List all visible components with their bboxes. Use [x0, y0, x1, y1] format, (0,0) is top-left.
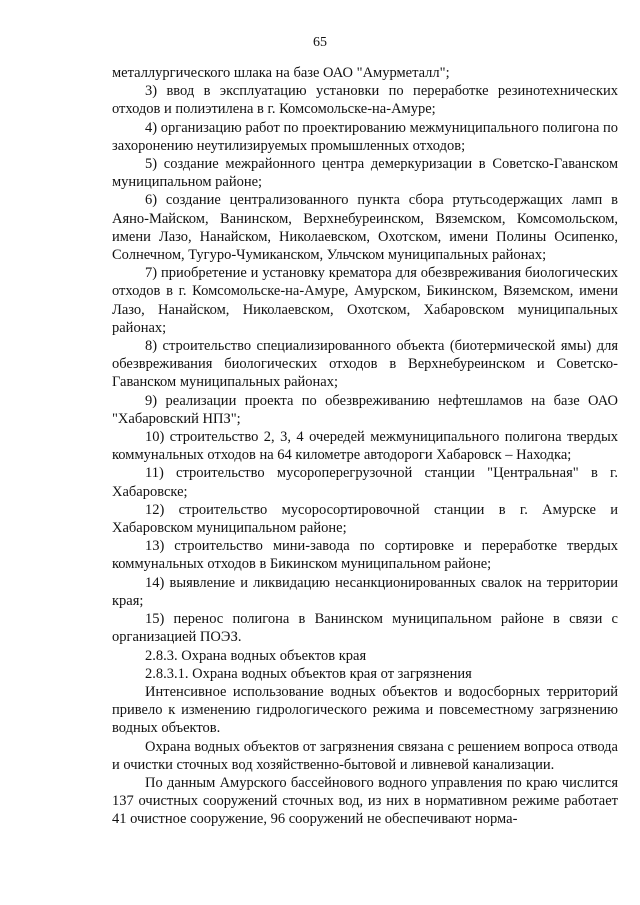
- body-text: [112, 64, 618, 829]
- subsection-heading: 2.8.3.1. Охрана водных объектов края от загрязнения: [145, 665, 472, 682]
- list-item-14: 14) выявление и ликвидацию несанкционированных свалок на территории края;: [112, 574, 618, 609]
- list-item-13: 13) строительство мини-завода по сортировке и переработке твердых коммунальных отходов в Бикинском муниципальном районе;: [112, 538, 618, 573]
- list-item-6: 6) создание централизованного пункта сбора ртутьсодержащих ламп в Аяно-Майском, Ванинском, Верхнебуреинском, Вяземском, Комсомольском, имени Лазо, Нанайском, Николаевском, Охотском, имени Полины Осипенко, Солнечном, Тугуро-Чумиканском, Ульчском муниципальных районах;: [112, 192, 618, 264]
- list-item-15: 15) перенос полигона в Ванинском муниципальном районе в связи с организацией ПОЭЗ.: [112, 611, 618, 646]
- list-item-7: 7) приобретение и установку крематора для обезвреживания биологических отходов в г. Комсомольске-на-Амуре, Амурском, Бикинском, Вяземском, имени Лазо, Нанайском, Николаевском, Охотском, Хабаровском муниципальных районах;: [112, 265, 618, 336]
- list-item-4: 4) организацию работ по проектированию межмуниципального полигона по захоронению неутилизируемых промышленных отходов;: [112, 119, 618, 154]
- list-item-8: 8) строительство специализированного объекта (биотермической ямы) для обезвреживания биологических отходов в Верхнебуреинском и Советско-Гаванском муниципальных районах;: [112, 338, 618, 391]
- paragraph: Интенсивное использование водных объектов и водосборных территорий привело к изменению гидрологического режима и повсеместному загрязнению водных объектов.: [112, 683, 618, 737]
- list-item-3: 3) ввод в эксплуатацию установки по переработке резинотехнических отходов и полиэтилена в г. Комсомольске-на-Амуре;: [112, 83, 618, 118]
- section-heading: 2.8.3. Охрана водных объектов края: [145, 647, 367, 664]
- page-number: 65: [313, 35, 327, 50]
- list-item-5: 5) создание межрайонного центра демеркуризации в Советско-Гаванском муниципальном районе;: [112, 156, 618, 191]
- list-item-9: 9) реализации проекта по обезвреживанию нефтешламов на базе ОАО "Хабаровский НПЗ";: [112, 392, 618, 427]
- paragraph: По данным Амурского бассейнового водного управления по краю числится 137 очистных сооружений сточных вод, из них в нормативном режиме работает 41 очистное сооружение, 96 сооружений не обеспечивают норма-: [112, 774, 618, 828]
- paragraph-continuation: металлургического шлака на базе ОАО "Амурметалл";: [112, 65, 450, 81]
- list-item-12: 12) строительство мусоросортировочной станции в г. Амурске и Хабаровском муниципальном районе;: [112, 501, 618, 537]
- list-item-11: 11) строительство мусороперегрузочной станции "Центральная" в г. Хабаровске;: [112, 465, 618, 500]
- paragraph: Охрана водных объектов от загрязнения связана с решением вопроса отвода и очистки сточных вод хозяйственно-бытовой и ливневой канализации.: [112, 738, 618, 773]
- list-item-10: 10) строительство 2, 3, 4 очередей межмуниципального полигона твердых коммунальных отходов на 64 километре автодороги Хабаровск – Находка;: [112, 429, 618, 464]
